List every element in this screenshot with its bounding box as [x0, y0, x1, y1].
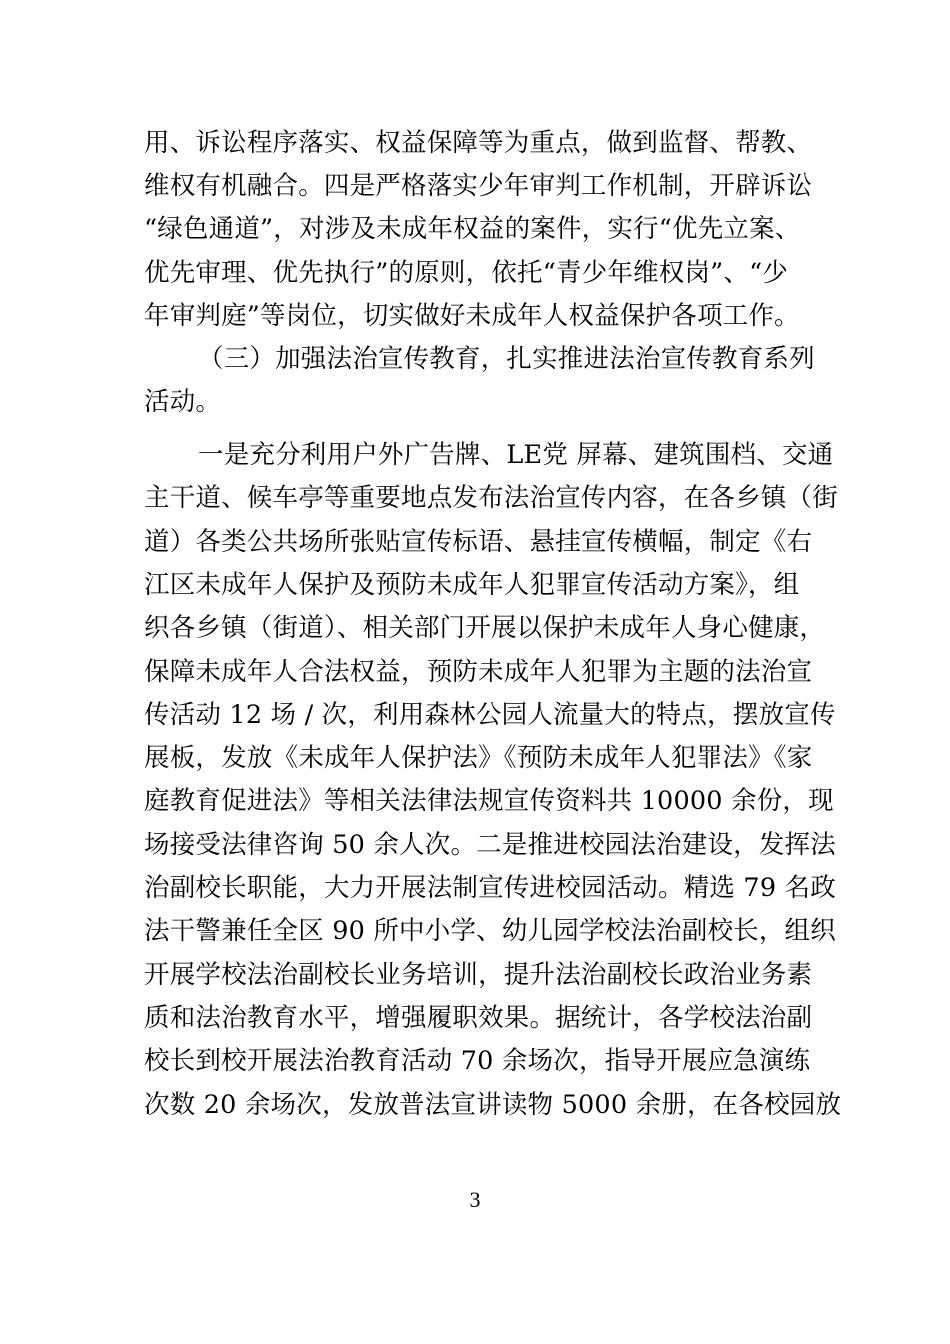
section-heading: （三）加强法治宣传教育，扎实推进法治宣传教育系列 [198, 344, 815, 374]
text-line: 一是充分利用户外广告牌、LE党 屏幕、建筑围档、交通 [198, 440, 834, 470]
text-line: 开展学校法治副校长业务培训，提升法治副校长政治业务素 [144, 960, 813, 990]
text-line: 场接受法律咨询 50 余人次。二是推进校园法治建设，发挥法 [144, 830, 836, 860]
page-number: 3 [469, 1187, 481, 1212]
text-line: “绿色通道”，对涉及未成年权益的案件，实行“优先立案、 [144, 214, 801, 244]
text-line: 主干道、候车亭等重要地点发布法治宣传内容，在各乡镇（街 [144, 483, 838, 513]
text-line: 用、诉讼程序落实、权益保障等为重点，做到监督、帮教、 [144, 128, 813, 158]
text-line: 江区未成年人保护及预防未成年人犯罪宣传活动方案》，组 [144, 570, 800, 600]
text-line: 维权有机融合。四是严格落实少年审判工作机制，开辟诉讼 [144, 171, 813, 201]
text-line: 保障未成年人合法权益，预防未成年人犯罪为主题的法治宣 [144, 657, 813, 687]
text-line: 道）各类公共场所张贴宣传标语、悬挂宣传横幅，制定《右 [144, 527, 813, 557]
text-line: 传活动 12 场 / 次，利用森林公园人流量大的特点，摆放宣传 [144, 700, 836, 730]
text-line: 织各乡镇（街道）、相关部门开展以保护未成年人身心健康， [144, 613, 826, 643]
text-line: 展板，发放《未成年人保护法》《预防未成年人犯罪法》《家 [144, 743, 813, 773]
text-line: 质和法治教育水平，增强履职效果。据统计，各学校法治副 [144, 1003, 813, 1033]
text-line: 次数 20 余场次，发放普法宣讲读物 5000 余册，在各校园放 [144, 1090, 842, 1120]
text-line: 庭教育促进法》等相关法律法规宣传资料共 10000 余份，现 [144, 786, 834, 816]
text-line: 活动。 [144, 387, 222, 417]
text-line: 年审判庭”等岗位，切实做好未成年人权益保护各项工作。 [144, 301, 800, 331]
text-line: 法干警兼任全区 90 所中小学、幼儿园学校法治副校长，组织 [144, 916, 836, 946]
text-line: 治副校长职能，大力开展法制宣传进校园活动。精选 79 名政 [144, 873, 836, 903]
text-line: 校长到校开展法治教育活动 70 余场次，指导开展应急演练 [144, 1046, 811, 1076]
text-line: 优先审理、优先执行”的原则，依托“青少年维权岗”、“少 [144, 258, 789, 288]
